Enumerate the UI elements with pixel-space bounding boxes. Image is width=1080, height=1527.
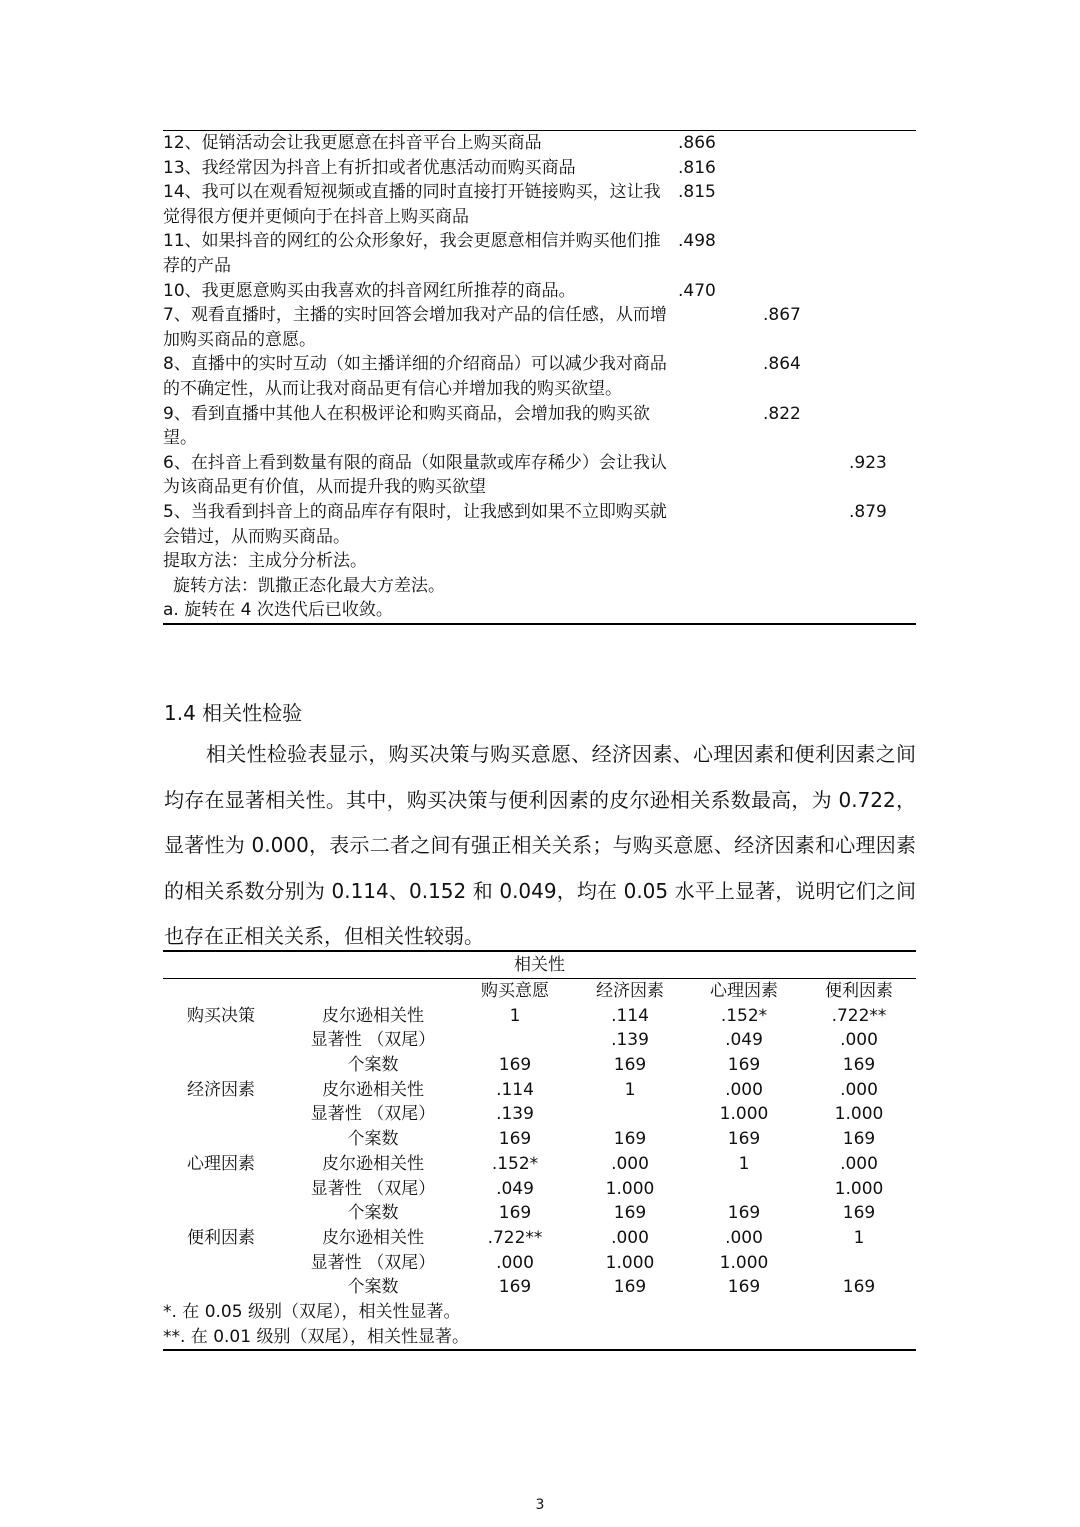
loading-1: .470 [678,280,716,301]
metric-label: 皮尔逊相关性 [322,1079,424,1100]
table-row [163,352,916,401]
table-cell: .114 [611,1005,649,1026]
table-cell: .000 [840,1153,878,1174]
item-text: 8、直播中的实时互动（如主播详细的介绍商品）可以减少我对商品的不确定性，从而让我对商品更有信心并增加我的购买欲望。 [163,354,667,399]
table-cell: .049 [725,1030,763,1051]
paragraph-text: 相关性检验表显示，购买决策与购买意愿、经济因素、心理因素和便利因素之间均存在显著相关性。其中，购买决策与便利因素的皮尔逊相关系数最高，为 0.722，显著性为 0.000，表示二者之间有强正相关关系；与购买意愿、经济因素和心理因素的相关系数分别为 0.114、0.152 和 0.049，均在 0.05 水平上显著，说明它们之间也存在正相关关系，但相关性较弱。 [164,742,916,948]
table-cell: 169 [613,1277,647,1298]
metric-label: 个案数 [347,1277,399,1298]
metric-label: 皮尔逊相关性 [322,1227,424,1248]
item-text: 7、观看直播时，主播的实时回答会增加我对产品的信任感，从而增加购买商品的意愿。 [163,305,667,350]
table-cell: .139 [496,1104,534,1125]
metric-label: 显著性 （双尾） [310,1252,436,1273]
loading-3: .923 [849,452,887,473]
metric-label: 皮尔逊相关性 [322,1005,424,1026]
correlation-table [163,950,916,1351]
table-row [163,1275,916,1300]
table-row [163,1177,916,1202]
table-cell: 1.000 [834,1178,884,1199]
header-row [163,979,916,1004]
loading-3: .879 [849,501,887,522]
table-cell: 169 [498,1203,532,1224]
loading-1: .866 [678,133,716,153]
column-header: 购买意愿 [481,981,549,1001]
item-text: 6、在抖音上看到数量有限的商品（如限量款或库存稀少）会让我认为该商品更有价值，从而提升我的购买欲望 [163,452,667,498]
metric-label: 个案数 [347,1129,399,1150]
loading-2: .822 [763,403,801,424]
table-cell: .152* [720,1005,768,1026]
table-row [163,1004,916,1029]
table-cell: .000 [611,1153,649,1174]
table-row [163,303,916,352]
table-cell: 1 [509,1005,521,1026]
table-row [163,1028,916,1053]
table-cell: 169 [842,1277,876,1298]
item-text: 9、看到直播中其他人在积极评论和购买商品，会增加我的购买欲望。 [163,403,650,449]
item-text: 13、我经常因为抖音上有折扣或者优惠活动而购买商品 [163,157,576,178]
table-cell: .000 [725,1227,763,1248]
table-note: 提取方法：主成分分析法。 [163,551,367,572]
table-cell: .114 [496,1079,534,1100]
table-cell: 169 [842,1129,876,1150]
table-row [163,451,916,500]
metric-label: 显著性 （双尾） [310,1178,436,1199]
table-cell: 169 [498,1055,532,1076]
metric-label: 显著性 （双尾） [310,1104,436,1125]
table-note: 旋转方法：凯撒正态化最大方差法。 [173,575,445,596]
table-cell: .000 [725,1079,763,1100]
loading-1: .815 [678,182,716,203]
table-cell: 169 [727,1277,761,1298]
loading-1: .816 [678,157,716,178]
table-cell: .000 [840,1079,878,1100]
table-row [163,402,916,451]
table-row [163,1226,916,1251]
table-title: 相关性 [163,952,916,979]
table-cell: .049 [496,1178,534,1199]
table-cell: .000 [611,1227,649,1248]
table-cell: 1.000 [719,1104,769,1125]
section-heading: 1.4 相关性检验 [164,701,303,725]
table-row [163,500,916,549]
factor-loading-table [163,130,916,625]
table-row [163,279,916,304]
table-row [163,156,916,181]
item-text: 14、我可以在观看短视频或直播的同时直接打开链接购买，这让我觉得很方便并更倾向于在抖音上购买商品 [163,182,661,227]
table-cell: 169 [613,1129,647,1150]
table-row [163,131,916,156]
table-cell: 1.000 [605,1252,655,1273]
table-row [163,1053,916,1078]
table-cell: 1 [738,1153,750,1174]
table-cell: .722** [831,1005,887,1026]
body-paragraph [164,732,916,960]
loading-2: .864 [763,354,801,375]
table-cell: 1 [624,1079,636,1100]
table-cell: .152* [491,1153,539,1174]
column-header: 经济因素 [596,981,664,1001]
loading-2: .867 [763,305,801,326]
item-text: 5、当我看到抖音上的商品库存有限时，让我感到如果不立即购买就会错过，从而购买商品。 [163,501,667,547]
column-header: 便利因素 [825,981,893,1001]
table-row [163,1127,916,1152]
table-row [163,180,916,229]
table-cell: .722** [487,1227,543,1248]
table-row [163,1152,916,1177]
group-label: 购买决策 [187,1005,255,1026]
table-cell: 169 [498,1277,532,1298]
table-cell: 169 [842,1203,876,1224]
table-row [163,229,916,278]
table-cell: 169 [613,1203,647,1224]
metric-label: 皮尔逊相关性 [322,1153,424,1174]
table-note: *. 在 0.05 级别（双尾），相关性显著。 [163,1301,461,1322]
item-text: 10、我更愿意购买由我喜欢的抖音网红所推荐的商品。 [163,280,576,301]
table-cell: 169 [727,1129,761,1150]
group-label: 心理因素 [187,1153,255,1174]
table-cell: 1.000 [719,1252,769,1273]
table-cell: 169 [613,1055,647,1076]
table-cell: 1.000 [834,1104,884,1125]
table-cell: 169 [727,1203,761,1224]
table-cell: 169 [498,1129,532,1150]
item-text: 11、如果抖音的网红的公众形象好，我会更愿意相信并购买他们推荐的产品 [163,231,661,276]
metric-label: 个案数 [347,1055,399,1076]
table-note: a. 旋转在 4 次迭代后已收敛。 [163,600,393,621]
table-cell: 169 [842,1055,876,1076]
table-row [163,1251,916,1276]
column-header: 心理因素 [710,981,778,1001]
group-label: 便利因素 [187,1227,255,1248]
metric-label: 显著性 （双尾） [310,1030,436,1051]
table-row [163,1201,916,1226]
table-cell: 1 [853,1227,865,1248]
item-text: 12、促销活动会让我更愿意在抖音平台上购买商品 [163,133,542,153]
group-label: 经济因素 [187,1079,255,1100]
loading-1: .498 [678,231,716,252]
table-row [163,1102,916,1127]
table-row [163,1078,916,1103]
table-cell: .139 [611,1030,649,1051]
page-number: 3 [535,1497,545,1513]
table-cell: 169 [727,1055,761,1076]
table-cell: .000 [840,1030,878,1051]
table-cell: 1.000 [605,1178,655,1199]
table-cell: .000 [496,1252,534,1273]
metric-label: 个案数 [347,1203,399,1224]
table-note: **. 在 0.01 级别（双尾），相关性显著。 [163,1326,469,1347]
